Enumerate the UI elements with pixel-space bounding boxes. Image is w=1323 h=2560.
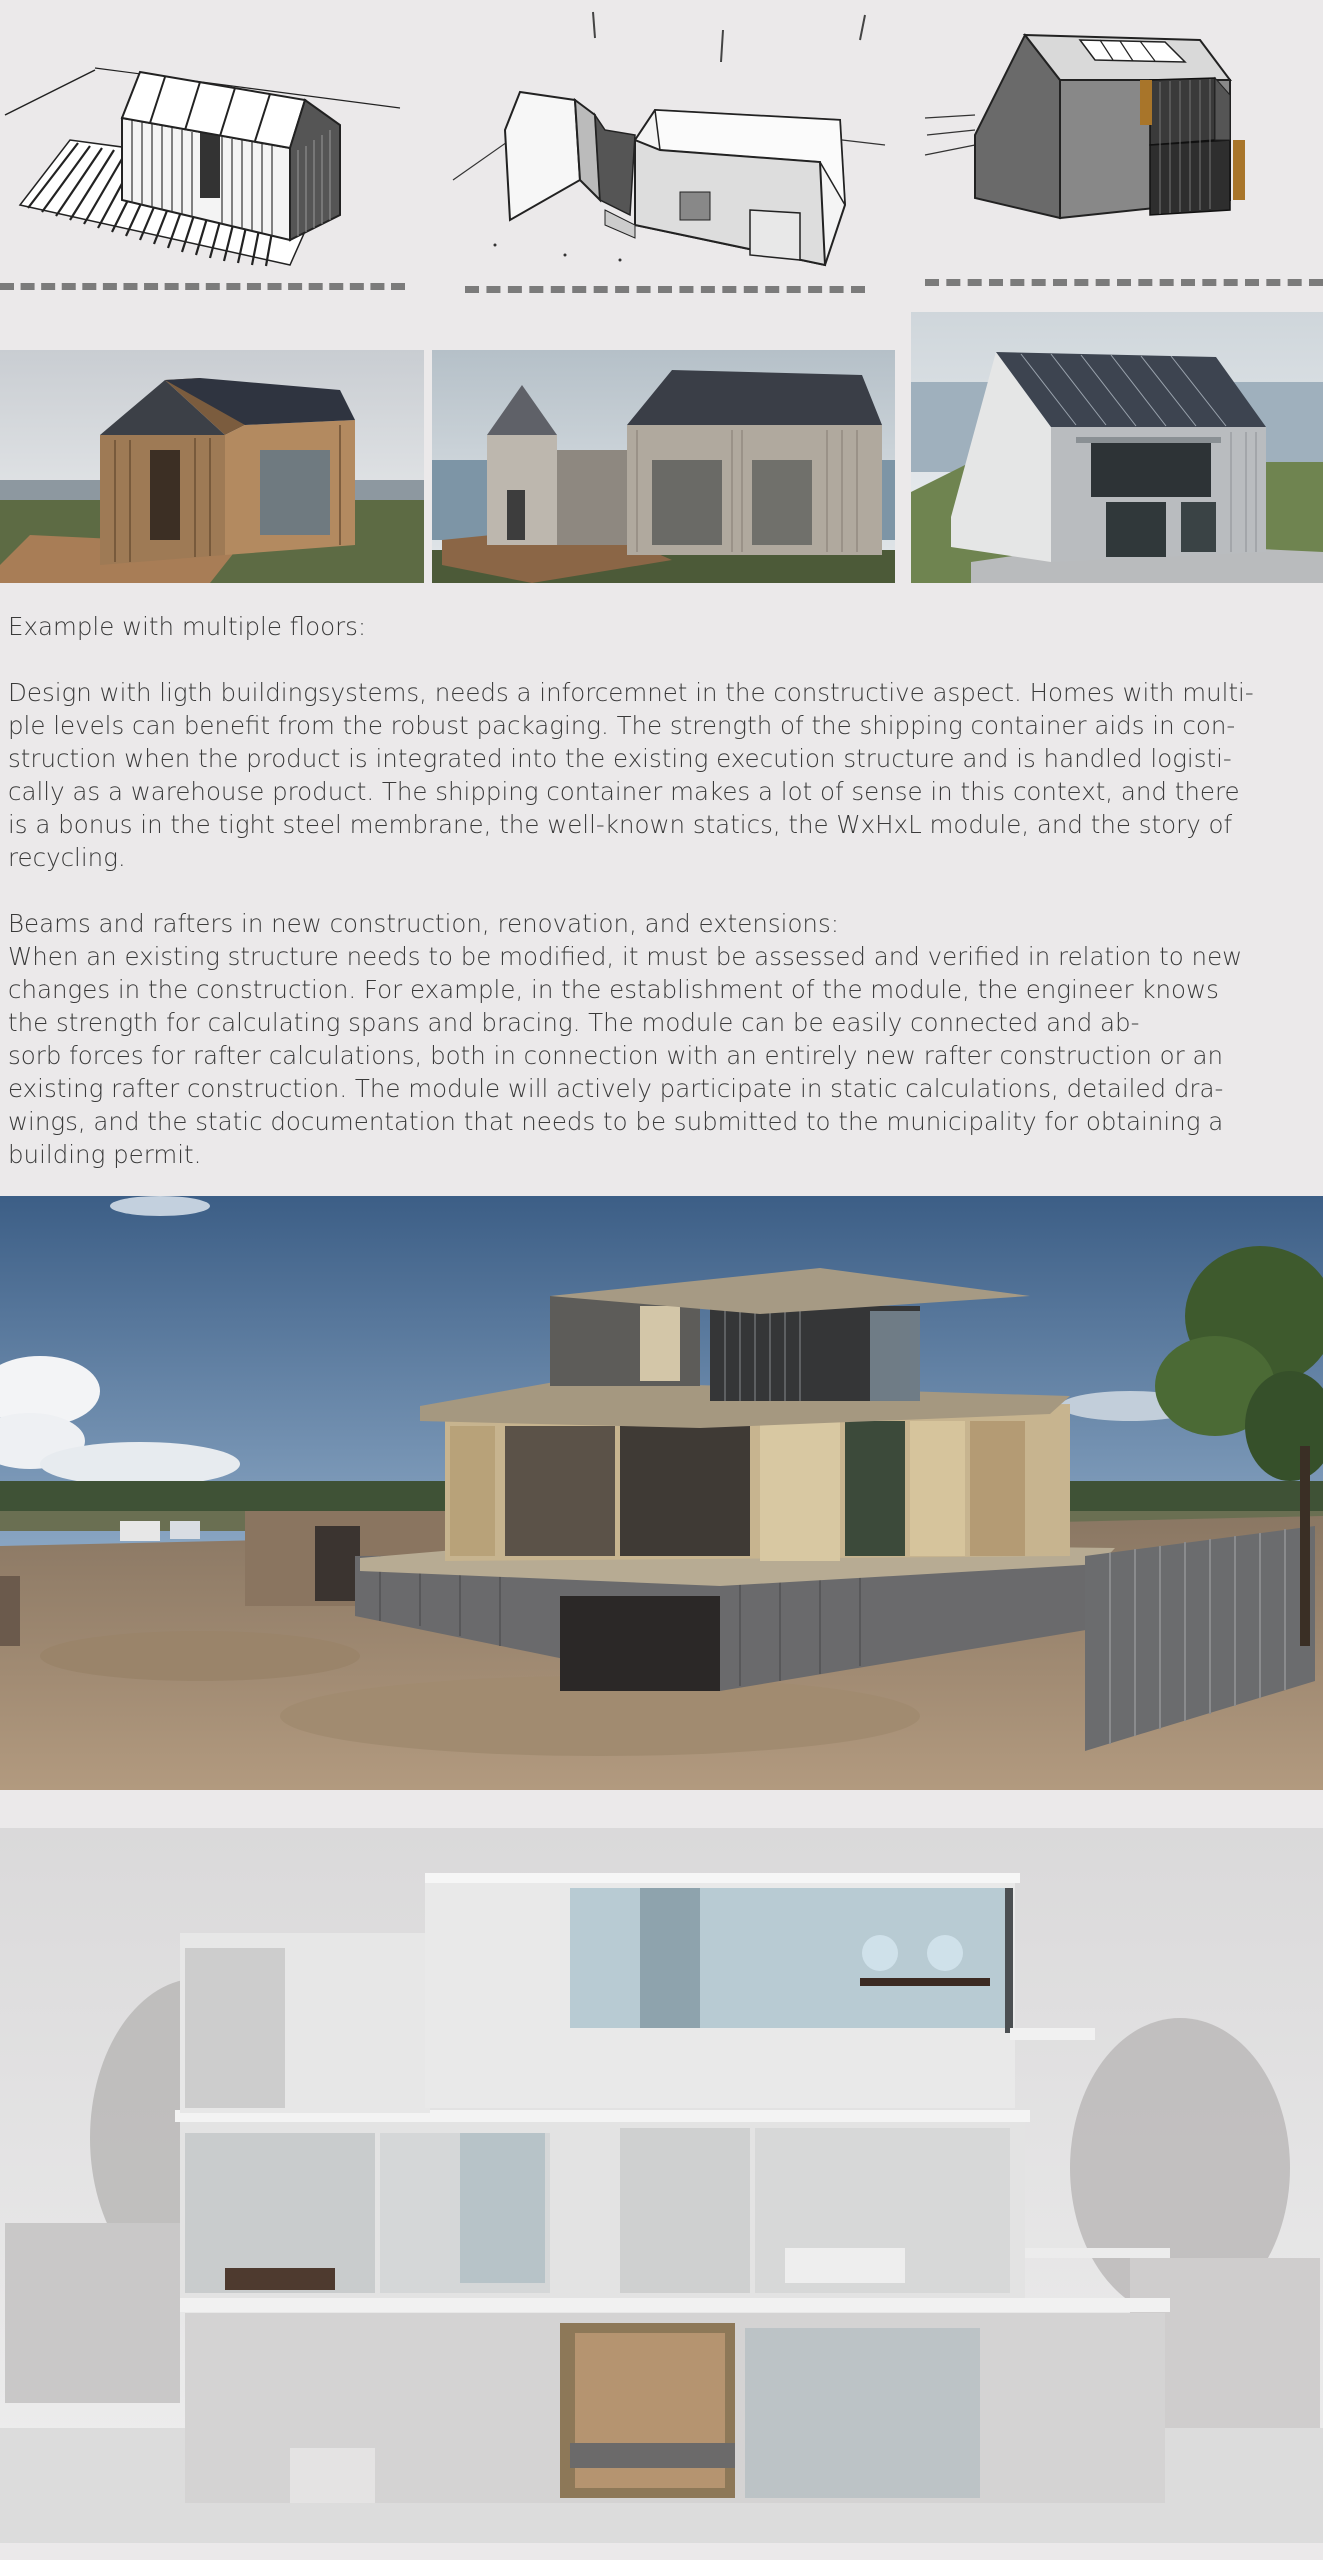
section-heading: Example with multiple floors: [8, 612, 367, 641]
text-line: struction when the product is integrated into the existing execution structure and is handled logisti- [8, 744, 1232, 773]
text-line: recycling. [8, 843, 126, 872]
text-line: building permit. [8, 1140, 202, 1169]
divider-line [0, 283, 405, 290]
divider-line [465, 286, 865, 293]
section-subheading: Beams and rafters in new construction, renovation, and extensions: [8, 909, 839, 938]
paragraph-multiple-floors [8, 676, 1318, 874]
text-line: Design with ligth buildingsystems, needs a inforcemnet in the constructive aspect. Homes with multi- [8, 678, 1254, 707]
photo-wooden-cabin-by-sea [0, 350, 424, 583]
text-line: is a bonus in the tight steel membrane, the well-known statics, the WxHxL module, and the story of [8, 810, 1233, 839]
text-line: changes in the construction. For example, in the establishment of the module, the engineer knows [8, 975, 1219, 1004]
text-line: When an existing structure needs to be modified, it must be assessed and verified in relation to new [8, 942, 1243, 971]
sketch-two-volume-house [445, 0, 890, 280]
text-line: cally as a warehouse product. The shipping container makes a lot of sense in this context, and there [8, 777, 1240, 806]
text-line: existing rafter construction. The module will actively participate in static calculations, detailed dra- [8, 1074, 1224, 1103]
text-line: ple levels can benefit from the robust packaging. The strength of the shipping container aids in con- [8, 711, 1236, 740]
render-cross-section-multi-floor-house [0, 1828, 1323, 2543]
photo-multi-floor-construction-site [0, 1196, 1323, 1790]
text-line: the strength for calculating spans and bracing. The module can be easily connected and ab- [8, 1008, 1140, 1037]
text-line: sorb forces for rafter calculations, both in connection with an entirely new rafter construction or an [8, 1041, 1224, 1070]
text-section [8, 610, 1318, 1171]
paragraph-beams-and-rafters [8, 940, 1318, 1171]
photo-two-volume-house-by-coast [432, 350, 895, 583]
sketch-single-container-house [0, 0, 410, 280]
sketch-container-house-3d [915, 0, 1323, 280]
photo-white-gable-house [911, 312, 1323, 583]
divider-line [925, 279, 1323, 286]
text-line: wings, and the static documentation that needs to be submitted to the municipality for obtaining a [8, 1107, 1224, 1136]
